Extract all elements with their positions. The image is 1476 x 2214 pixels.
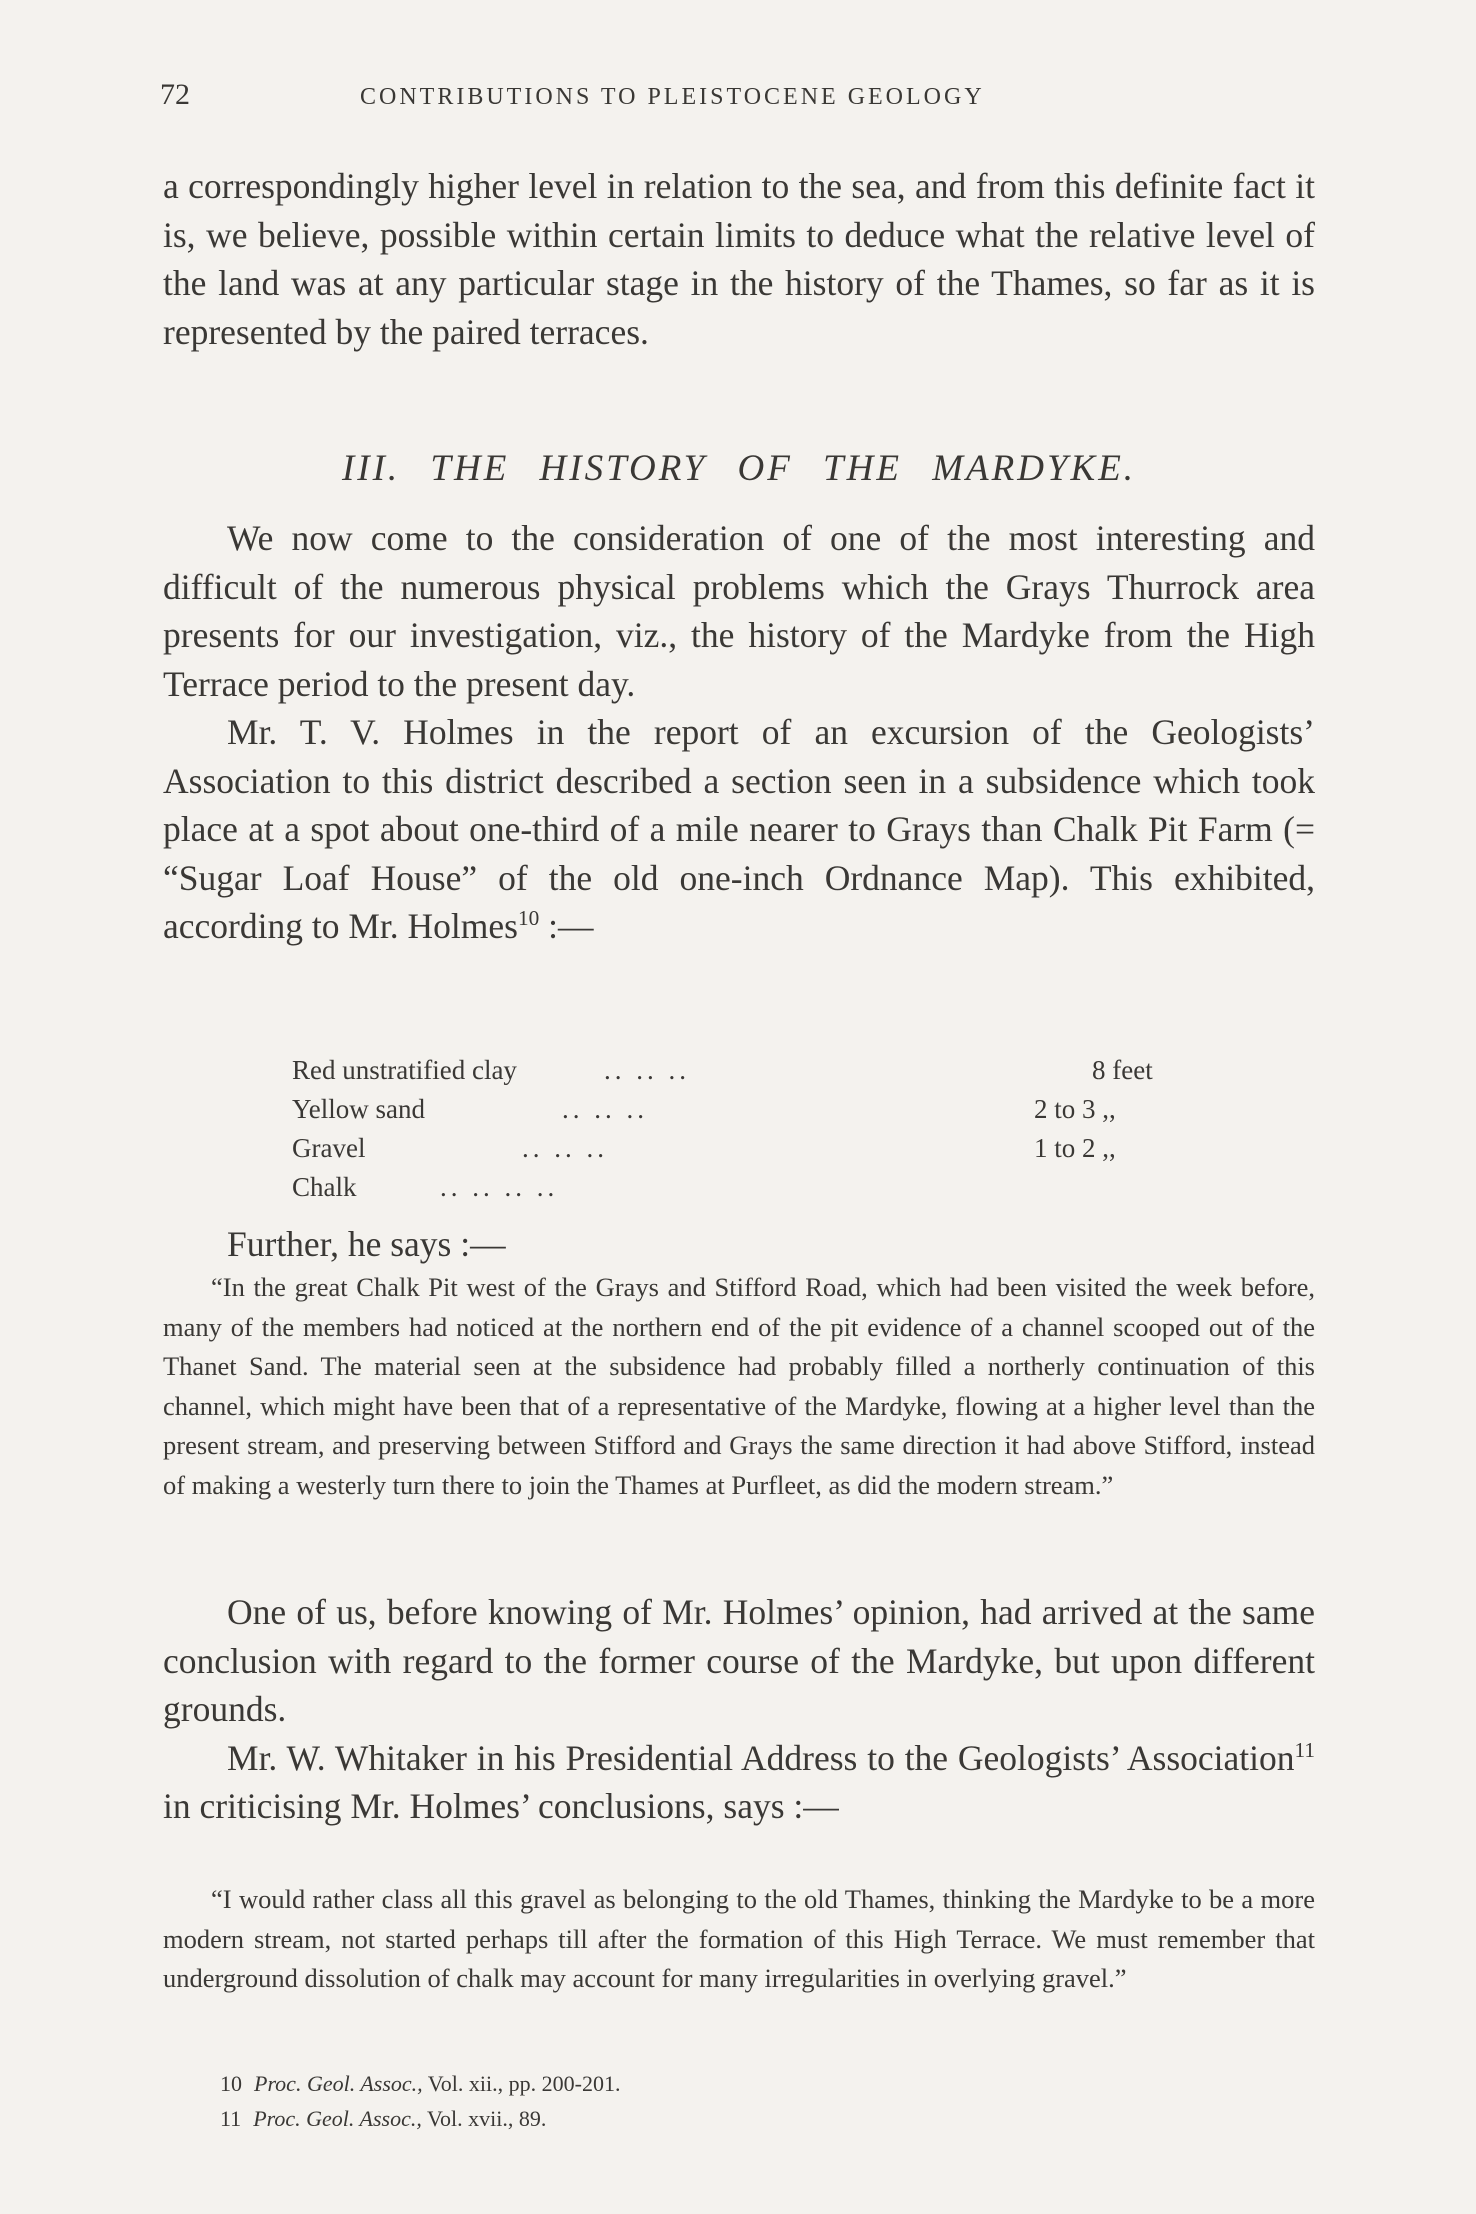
footnotes bbox=[220, 2066, 1220, 2136]
footnote-ref: 10 bbox=[517, 906, 540, 931]
strata-table bbox=[292, 1055, 1192, 1211]
footnote-journal: Proc. Geol. Assoc., bbox=[254, 2071, 423, 2096]
footnote-reference: Vol. xii., pp. 200-201. bbox=[422, 2071, 621, 2096]
footnote-ref: 11 bbox=[1294, 1737, 1315, 1762]
body-paragraphs bbox=[163, 514, 1315, 951]
quote-text: “In the great Chalk Pit west of the Grays and Stifford Road, which had been visited the week before, many of the members had noticed at the northern end of the pit evidence of a channel scooped out of the Thanet Sand. The material seen at the subsidence had probably filled a northerly continuation of this channel, which might have been that of a representative of the Mardyke, flowing at a higher level than the present stream, and preserving between Stifford and Grays the same direction it had above Stifford, instead of making a westerly turn there to join the Thames at Purfleet, as did the modern stream.” bbox=[163, 1272, 1315, 1500]
paragraph-one-of-us: One of us, before knowing of Mr. Holmes’ opinion, had arrived at the same conclusion with regard to the former course of the Mardyke, but upon different grounds. bbox=[163, 1592, 1315, 1729]
strata-thickness: 1 to 2 ,, bbox=[1034, 1133, 1116, 1163]
block-quote-whitaker bbox=[163, 1880, 1315, 1999]
paragraph-tail: :— bbox=[539, 906, 594, 946]
strata-name: Yellow sand bbox=[292, 1094, 426, 1124]
running-head bbox=[0, 78, 1476, 118]
leader-dots: .. .. .. bbox=[522, 1133, 608, 1163]
body-paragraphs bbox=[163, 1220, 1315, 1269]
strata-name: Gravel bbox=[292, 1133, 366, 1163]
paragraph-mardyke-intro: We now come to the consideration of one of the most interesting and difficult of the numerous physical problems which the Grays Thurrock area presents for our investigation, viz., the history of the Mardyke from the High Terrace period to the present day. bbox=[163, 518, 1315, 704]
strata-name: Chalk bbox=[292, 1172, 357, 1202]
strata-thickness: 8 feet bbox=[1092, 1055, 1153, 1085]
paragraph-further-says: Further, he says :— bbox=[227, 1224, 506, 1264]
strata-row bbox=[292, 1172, 1192, 1211]
paragraph-text: a correspondingly higher level in relation to the sea, and from this definite fact it is, we believe, possible within certain limits to deduce what the relative level of the land was at any particular stage in the history of the Thames, so far as it is represented by the paired terraces. bbox=[163, 166, 1315, 352]
strata-row bbox=[292, 1094, 1192, 1133]
footnote-number: 11 bbox=[220, 2106, 242, 2131]
strata-thickness: 2 to 3 ,, bbox=[1034, 1094, 1116, 1124]
paragraph-text: in criticising Mr. Holmes’ conclusions, says :— bbox=[163, 1786, 839, 1826]
page-number: 72 bbox=[160, 78, 190, 111]
footnote bbox=[220, 2101, 1220, 2136]
strata-row bbox=[292, 1055, 1192, 1094]
paragraph-continuation bbox=[163, 162, 1315, 356]
body-paragraphs bbox=[163, 1588, 1315, 1831]
paragraph-holmes-section bbox=[163, 708, 1315, 951]
strata-name: Red unstratified clay bbox=[292, 1055, 517, 1085]
footnote-number: 10 bbox=[220, 2071, 242, 2096]
quote-text: “I would rather class all this gravel as belonging to the old Thames, thinking the Mardyke to be a more modern stream, not started perhaps till after the formation of this High Terrace. We must remember that underground dissolution of chalk may account for many irregularities in overlying gravel.” bbox=[163, 1884, 1315, 1993]
section-heading: III. THE HISTORY OF THE MARDYKE. bbox=[341, 448, 1137, 489]
strata-row bbox=[292, 1133, 1192, 1172]
footnote bbox=[220, 2066, 1220, 2101]
leader-dots: .. .. .. bbox=[604, 1055, 690, 1085]
block-quote-holmes bbox=[163, 1268, 1315, 1505]
leader-dots: .. .. .. .. bbox=[440, 1172, 559, 1202]
running-title: CONTRIBUTIONS TO PLEISTOCENE GEOLOGY bbox=[360, 84, 985, 110]
leader-dots: .. .. .. bbox=[562, 1094, 648, 1124]
paragraph-text: Mr. W. Whitaker in his Presidential Address to the Geologists’ Association bbox=[227, 1737, 1295, 1778]
footnote-reference: Vol. xvii., 89. bbox=[421, 2106, 547, 2131]
paragraph-text: Mr. T. V. Holmes in the report of an excursion of the Geologists’ Association to this district described a section seen in a subsidence which took place at a spot about one-third of a mile nearer to Grays than Chalk Pit Farm (= “Sugar Loaf House” of the old one-inch Ordnance Map). This exhibited, according to Mr. Holmes bbox=[163, 712, 1315, 946]
paragraph-whitaker bbox=[163, 1734, 1315, 1831]
footnote-journal: Proc. Geol. Assoc., bbox=[253, 2106, 422, 2131]
